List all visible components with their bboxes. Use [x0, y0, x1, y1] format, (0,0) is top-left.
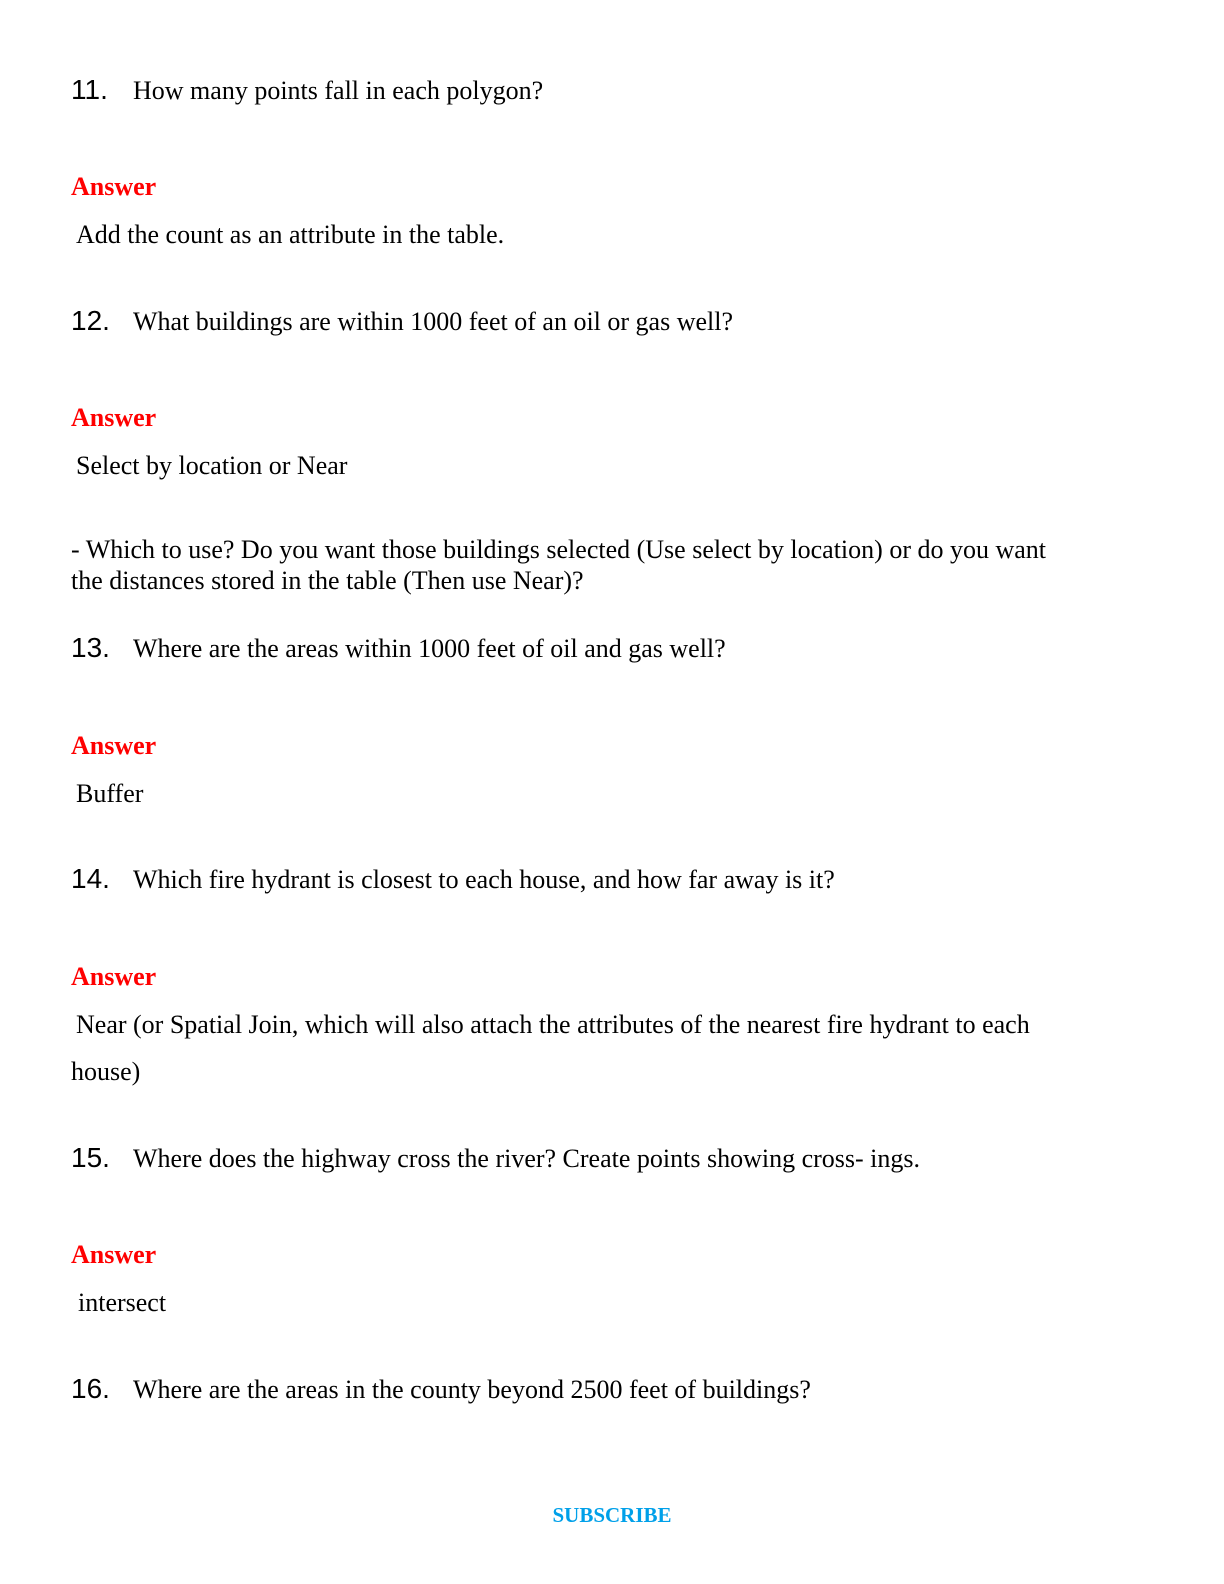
answer-text-line: house): [71, 1057, 141, 1086]
answer-text: Buffer: [76, 779, 144, 808]
question-12: [71, 305, 1131, 337]
answer-label: Answer: [71, 962, 157, 991]
answer-text: Select by location or Near: [76, 451, 348, 480]
question-text: How many points fall in each polygon?: [133, 76, 544, 105]
question-number: 13.: [71, 632, 110, 663]
question-text: Where are the areas within 1000 feet of oil and gas well?: [133, 634, 726, 663]
question-number: 14.: [71, 863, 110, 894]
answer-text: Add the count as an attribute in the table.: [76, 220, 505, 249]
answer-note-line: the distances stored in the table (Then use Near)?: [71, 566, 584, 595]
question-11: [71, 74, 1131, 106]
answer-label: Answer: [71, 172, 157, 201]
answer-text-line: Near (or Spatial Join, which will also attach the attributes of the nearest fire hydrant to each: [76, 1010, 1030, 1039]
answer-label: Answer: [71, 731, 157, 760]
subscribe-link[interactable]: SUBSCRIBE: [552, 1503, 672, 1527]
answer-text: intersect: [78, 1288, 167, 1317]
answer-note: [71, 534, 1131, 596]
question-text: Where does the highway cross the river? Create points showing cross- ings.: [133, 1144, 921, 1173]
question-text: What buildings are within 1000 feet of an oil or gas well?: [133, 307, 734, 336]
question-number: 12.: [71, 305, 110, 336]
question-15: [71, 1142, 1131, 1174]
question-number: 16.: [71, 1373, 110, 1404]
question-13: [71, 632, 1131, 664]
question-number: 15.: [71, 1142, 110, 1173]
answer-text: [71, 1001, 1131, 1095]
answer-label: Answer: [71, 403, 157, 432]
answer-label: Answer: [71, 1240, 157, 1269]
question-14: [71, 863, 1131, 895]
question-16: [71, 1373, 1131, 1405]
question-text: Where are the areas in the county beyond 2500 feet of buildings?: [133, 1375, 811, 1404]
question-text: Which fire hydrant is closest to each house, and how far away is it?: [133, 865, 835, 894]
answer-note-line: - Which to use? Do you want those buildings selected (Use select by location) or do you want: [71, 535, 1047, 564]
question-number: 11.: [71, 74, 108, 105]
